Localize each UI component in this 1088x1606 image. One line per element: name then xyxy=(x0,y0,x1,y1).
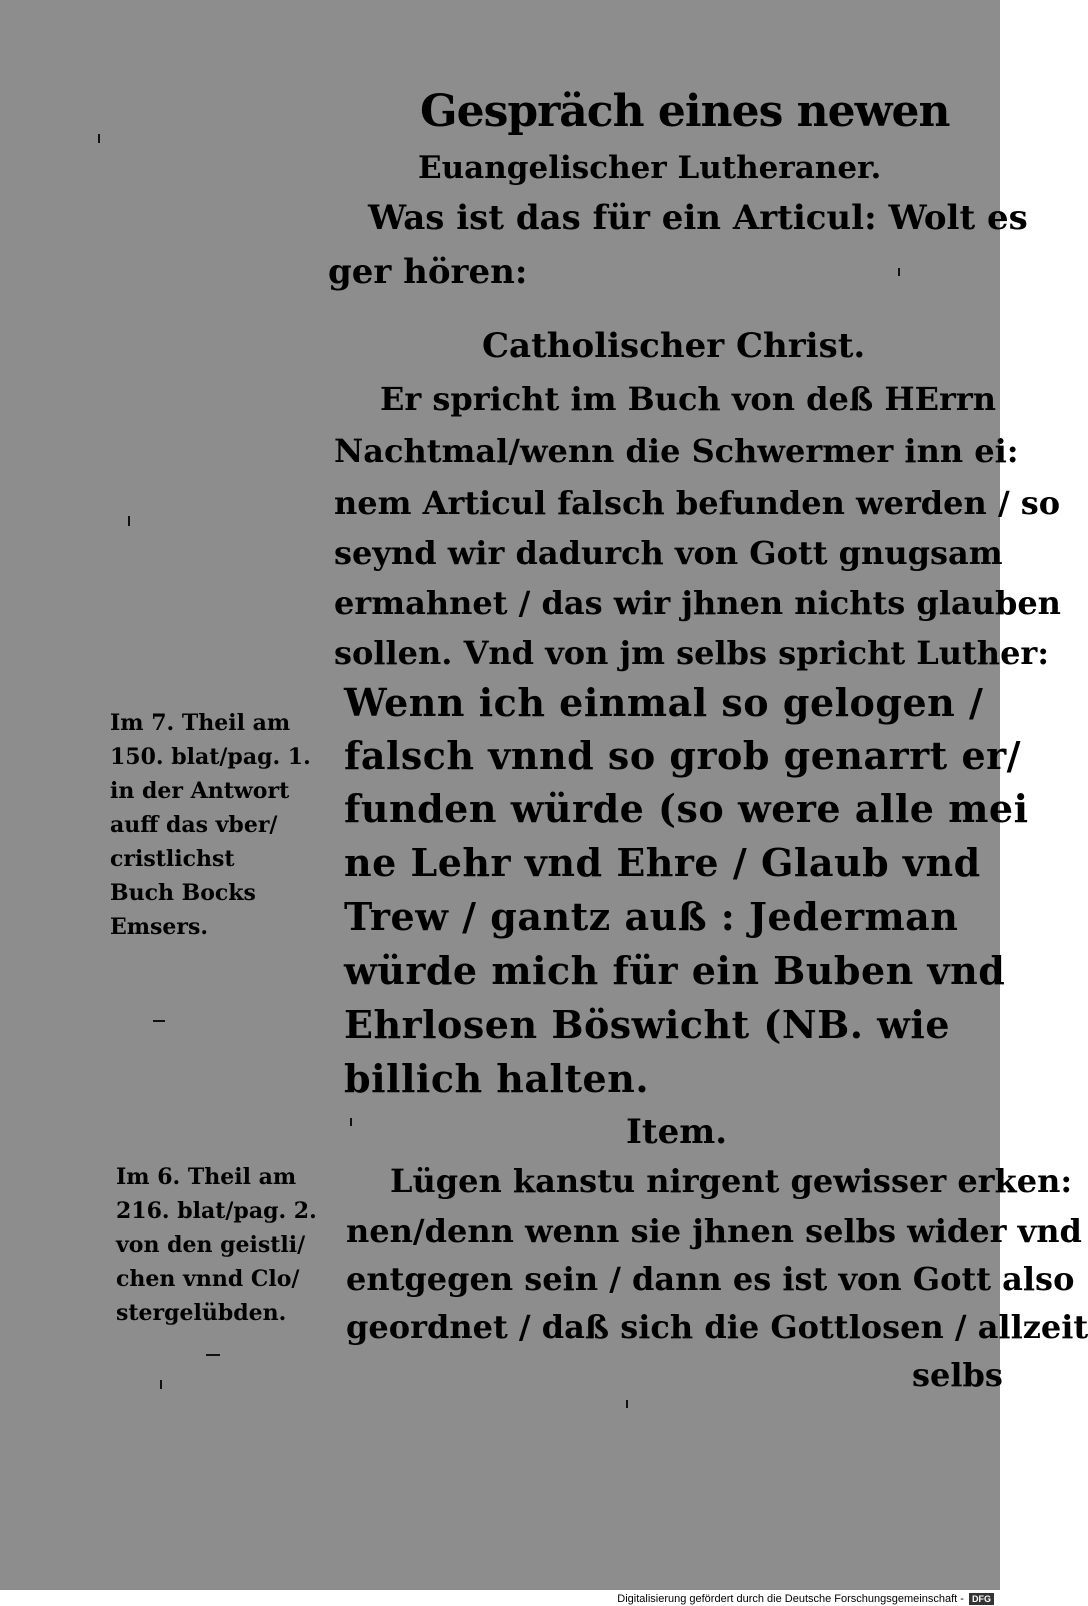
speaker-catholic-heading: Catholischer Christ. xyxy=(482,326,866,366)
quote-line: falsch vnnd so grob genarrt er/ xyxy=(344,733,1022,778)
item-line: geordnet / daß sich die Gottlosen / allzeit xyxy=(346,1308,1088,1346)
lutheraner-line: Was ist das für ein Articul: Wolt es xyxy=(368,198,1028,238)
marginal-note-line: chen vnnd Clo/ xyxy=(116,1266,300,1292)
marginal-note-line: Emsers. xyxy=(110,914,209,940)
digitization-credit xyxy=(617,1593,994,1605)
quote-line: ne Lehr vnd Ehre / Glaub vnd xyxy=(344,840,981,885)
print-speck xyxy=(98,134,100,143)
marginal-note-line: 216. blat/pag. 2. xyxy=(116,1198,317,1224)
print-speck xyxy=(160,1380,162,1389)
quote-line: Trew / gantz auß : Jederman xyxy=(344,894,959,939)
quote-line: würde mich für ein Buben vnd xyxy=(344,948,1006,993)
page-title: Gespräch eines newen xyxy=(420,86,950,137)
item-line: Lügen kanstu nirgent gewisser erken: xyxy=(390,1162,1073,1200)
quote-line: funden würde (so were alle mei xyxy=(344,786,1029,831)
print-speck xyxy=(128,516,130,526)
catholic-line: nem Articul falsch befunden werden / so xyxy=(334,484,1061,522)
speaker-lutheraner-heading: Euangelischer Lutheraner. xyxy=(418,150,882,186)
marginal-note-line: cristlichst xyxy=(110,846,235,872)
marginal-note-line: Im 7. Theil am xyxy=(110,710,291,736)
item-heading: Item. xyxy=(626,1112,728,1152)
marginal-note-line: Buch Bocks xyxy=(110,880,256,906)
marginal-note-line: in der Antwort xyxy=(110,778,290,804)
print-speck xyxy=(206,1354,220,1356)
print-speck xyxy=(153,1020,165,1022)
item-line: nen/denn wenn sie jhnen selbs wider vnd xyxy=(346,1212,1082,1250)
marginal-note-line: stergelübden. xyxy=(116,1300,287,1326)
catholic-line: Nachtmal/wenn die Schwermer inn ei: xyxy=(334,432,1019,470)
print-speck xyxy=(898,268,900,276)
catholic-line: ermahnet / das wir jhnen nichts glauben xyxy=(334,584,1061,622)
catchword: selbs xyxy=(912,1356,1003,1394)
quote-line: Ehrlosen Böswicht (NB. wie xyxy=(344,1002,950,1047)
catholic-line: sollen. Vnd von jm selbs spricht Luther: xyxy=(334,634,1050,672)
marginal-note-line: von den geistli/ xyxy=(116,1232,306,1258)
catholic-line: Er spricht im Buch von deß HErrn xyxy=(380,380,996,418)
quote-line: Wenn ich einmal so gelogen / xyxy=(344,680,984,725)
print-speck xyxy=(626,1400,628,1408)
lutheraner-line: ger hören: xyxy=(328,252,528,292)
print-speck xyxy=(350,1118,352,1126)
credit-text: Digitalisierung gefördert durch die Deutsche Forschungsgemeinschaft - xyxy=(617,1592,964,1605)
dfg-logo: DFG xyxy=(969,1593,994,1605)
marginal-note-line: 150. blat/pag. 1. xyxy=(110,744,311,770)
marginal-note-line: auff das vber/ xyxy=(110,812,278,838)
catholic-line: seynd wir dadurch von Gott gnugsam xyxy=(334,534,1003,572)
item-line: entgegen sein / dann es ist von Gott also xyxy=(346,1260,1075,1298)
quote-line: billich halten. xyxy=(344,1056,650,1101)
marginal-note-line: Im 6. Theil am xyxy=(116,1164,297,1190)
